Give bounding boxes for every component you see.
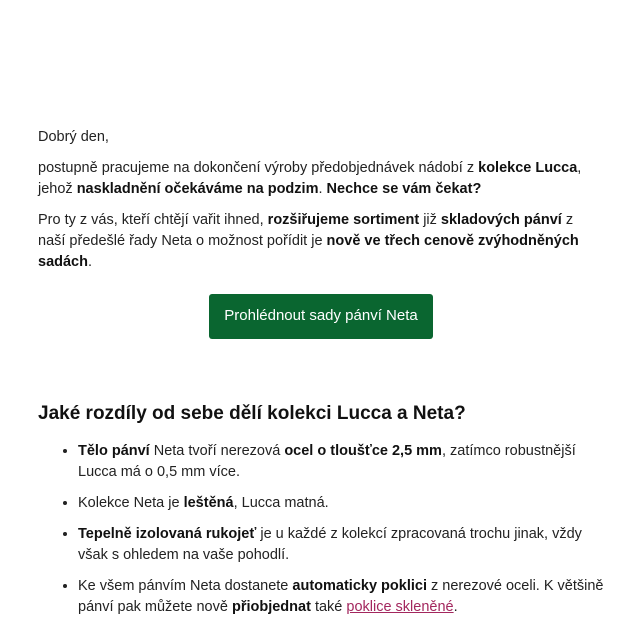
text-span: , Lucca matná.: [233, 495, 329, 511]
bold-span: naskladnění očekáváme na podzim: [76, 181, 319, 197]
offer-paragraph: [38, 210, 604, 273]
email-body: [38, 127, 604, 628]
cta-container: [38, 294, 604, 339]
text-span: .: [318, 181, 327, 197]
intro-paragraph: [38, 158, 604, 200]
greeting: Dobrý den,: [38, 129, 109, 145]
list-item: [78, 524, 604, 566]
text-span: Kolekce Neta je: [78, 495, 184, 511]
text-span: .: [87, 254, 93, 270]
text-span: je u každé z kolekcí zpracovaná trochu jinak, vždy však s ohledem na vaše pohodlí.: [78, 526, 582, 563]
bold-span: leštěná: [183, 495, 234, 511]
bold-span: nově ve třech cenově zvýhodněných sadách: [38, 233, 579, 270]
bold-span: rozšiřujeme sortiment: [267, 212, 420, 228]
bold-span: automaticky poklici: [292, 578, 427, 594]
bold-span: ocel o tloušťce 2,5 mm: [284, 443, 442, 459]
bold-span: Tepelně izolovaná rukojeť: [78, 526, 257, 542]
bold-span: skladových pánví: [440, 212, 562, 228]
text-span: , zatímco robustnější Lucca má o 0,5 mm více.: [78, 443, 576, 480]
bold-span: Tělo pánví: [78, 443, 150, 459]
text-span: Neta tvoří nerezová: [149, 443, 285, 459]
text-span: již: [419, 212, 441, 228]
list-item: [78, 576, 604, 618]
differences-list: [38, 441, 604, 618]
text-span: , jehož: [38, 160, 582, 197]
list-item: [78, 441, 604, 483]
glass-lids-link[interactable]: poklice skleněné: [346, 599, 454, 615]
text-span: Ke všem pánvím Neta dostanete: [78, 578, 293, 594]
text-span: .: [453, 599, 458, 615]
text-span: postupně pracujeme na dokončení výroby předobjednávek nádobí z: [38, 160, 479, 176]
text-span: také: [310, 599, 347, 615]
text-span: z naší předešlé řady Neta o možnost pořídit je: [38, 212, 574, 249]
list-item: [78, 493, 604, 514]
section-heading: Jaké rozdíly od sebe dělí kolekci Lucca a Neta?: [38, 403, 466, 424]
view-neta-sets-button[interactable]: Prohlédnout sady pánví Neta: [209, 294, 432, 339]
bold-span: přiobjednat: [231, 599, 311, 615]
bold-span: kolekce Lucca: [478, 160, 578, 176]
text-span: Pro ty z vás, kteří chtějí vařit ihned,: [38, 212, 268, 228]
text-span: z nerezové oceli. K většině pánví pak můžete nově: [78, 578, 604, 615]
bold-span: Nechce se vám čekat?: [326, 181, 482, 197]
